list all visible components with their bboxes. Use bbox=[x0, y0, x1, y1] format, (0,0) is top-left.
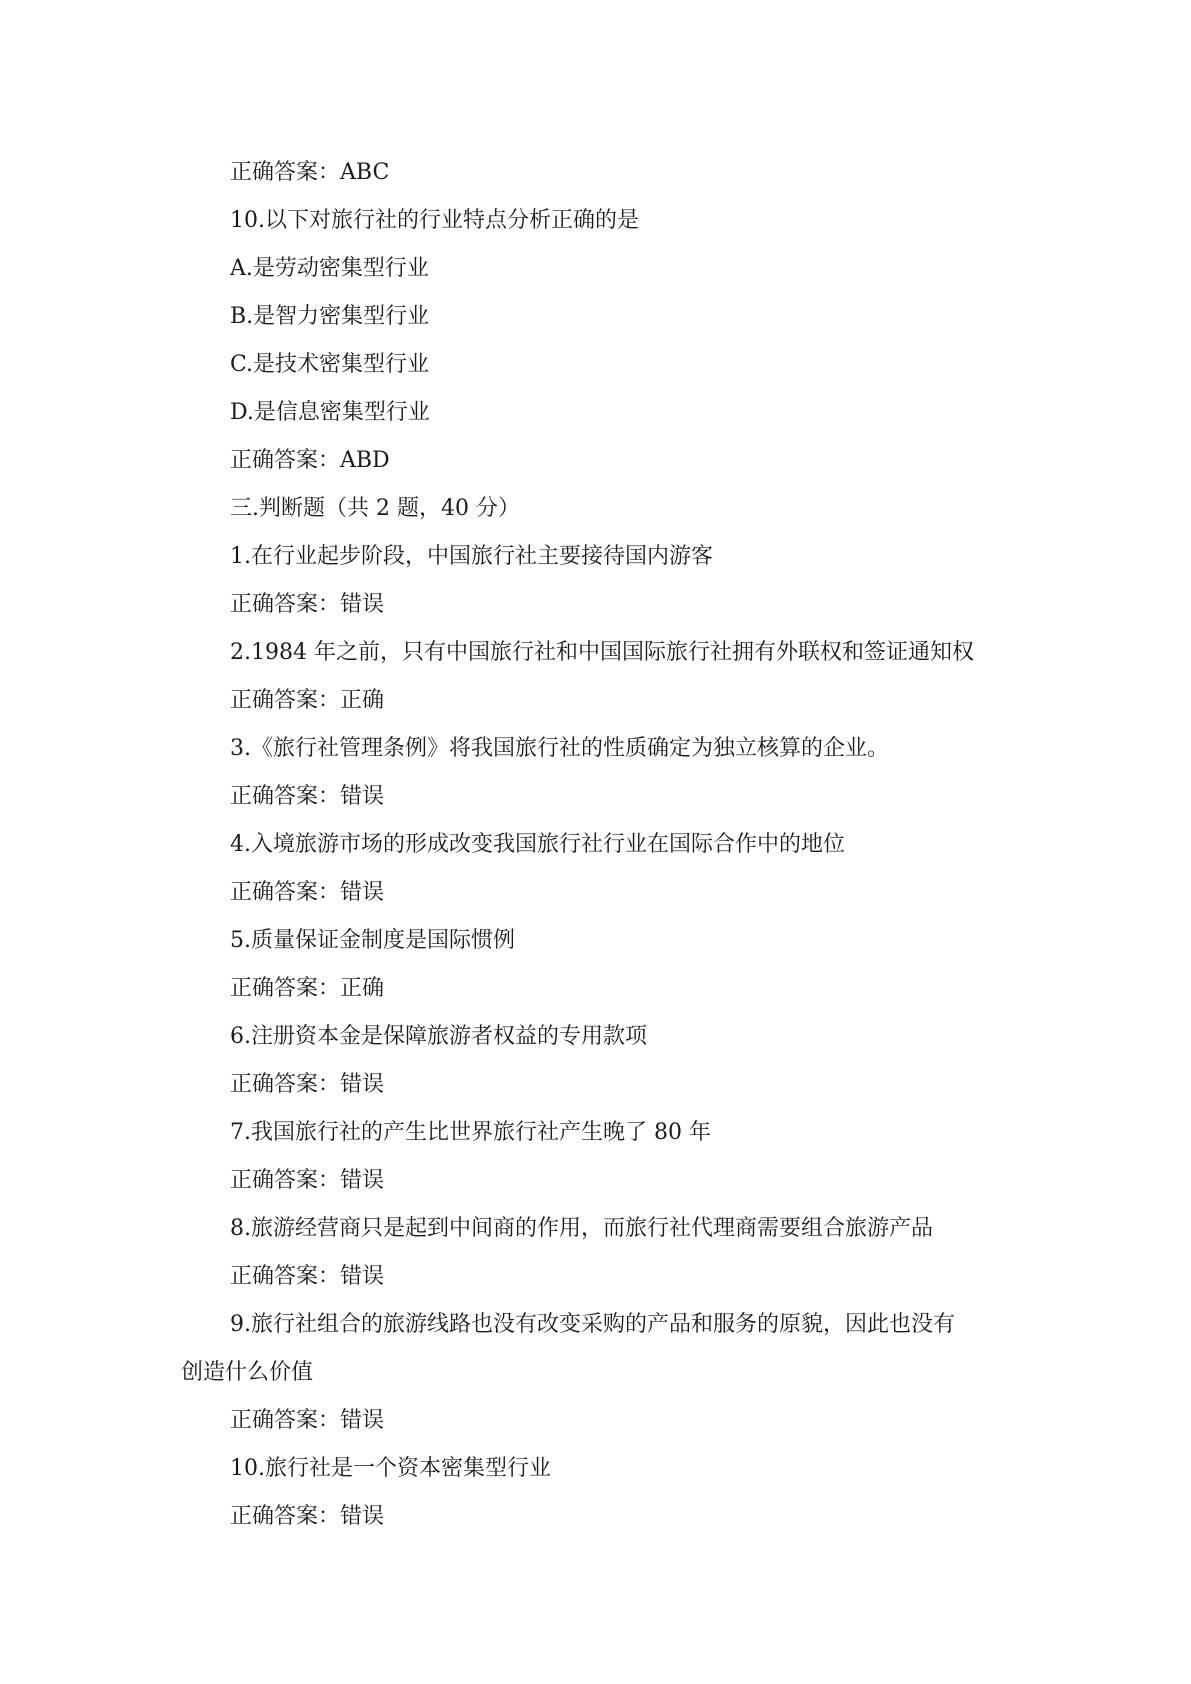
question-line: 7.我国旅行社的产生比世界旅行社产生晚了 80 年 bbox=[230, 1120, 711, 1145]
answer-line: 正确答案：错误 bbox=[230, 1264, 385, 1289]
question-line: 8.旅游经营商只是起到中间商的作用，而旅行社代理商需要组合旅游产品 bbox=[230, 1216, 933, 1241]
option-line: B.是智力密集型行业 bbox=[230, 304, 430, 329]
answer-line: 正确答案：错误 bbox=[230, 592, 385, 617]
question-line: 2.1984 年之前，只有中国旅行社和中国国际旅行社拥有外联权和签证通知权 bbox=[230, 640, 974, 665]
answer-line: 正确答案：错误 bbox=[230, 784, 385, 809]
document-body bbox=[181, 149, 1021, 1541]
answer-line: 正确答案：错误 bbox=[230, 1168, 385, 1193]
answer-line: 正确答案：错误 bbox=[230, 1072, 385, 1097]
question-line: 9.旅行社组合的旅游线路也没有改变采购的产品和服务的原貌，因此也没有 bbox=[230, 1312, 955, 1337]
answer-line: 正确答案：ABD bbox=[230, 448, 390, 473]
question-line: 5.质量保证金制度是国际惯例 bbox=[230, 928, 515, 953]
question-line: 10.旅行社是一个资本密集型行业 bbox=[230, 1456, 551, 1481]
answer-line: 正确答案：正确 bbox=[230, 976, 385, 1001]
option-line: C.是技术密集型行业 bbox=[230, 352, 430, 377]
option-line: A.是劳动密集型行业 bbox=[230, 256, 429, 281]
question-continuation-line: 创造什么价值 bbox=[181, 1360, 314, 1385]
answer-line: 正确答案：错误 bbox=[230, 1408, 385, 1433]
question-line: 3.《旅行社管理条例》将我国旅行社的性质确定为独立核算的企业。 bbox=[230, 736, 889, 761]
answer-line: 正确答案：错误 bbox=[230, 1504, 385, 1529]
question-line: 1.在行业起步阶段，中国旅行社主要接待国内游客 bbox=[230, 544, 713, 569]
answer-line: 正确答案：ABC bbox=[230, 160, 390, 185]
question-line: 6.注册资本金是保障旅游者权益的专用款项 bbox=[230, 1024, 647, 1049]
answer-line: 正确答案：正确 bbox=[230, 688, 385, 713]
question-line: 10.以下对旅行社的行业特点分析正确的是 bbox=[230, 208, 639, 233]
question-line: 4.入境旅游市场的形成改变我国旅行社行业在国际合作中的地位 bbox=[230, 832, 845, 857]
section-heading: 三.判断题（共 2 题，40 分） bbox=[230, 496, 520, 521]
answer-line: 正确答案：错误 bbox=[230, 880, 385, 905]
option-line: D.是信息密集型行业 bbox=[230, 400, 430, 425]
